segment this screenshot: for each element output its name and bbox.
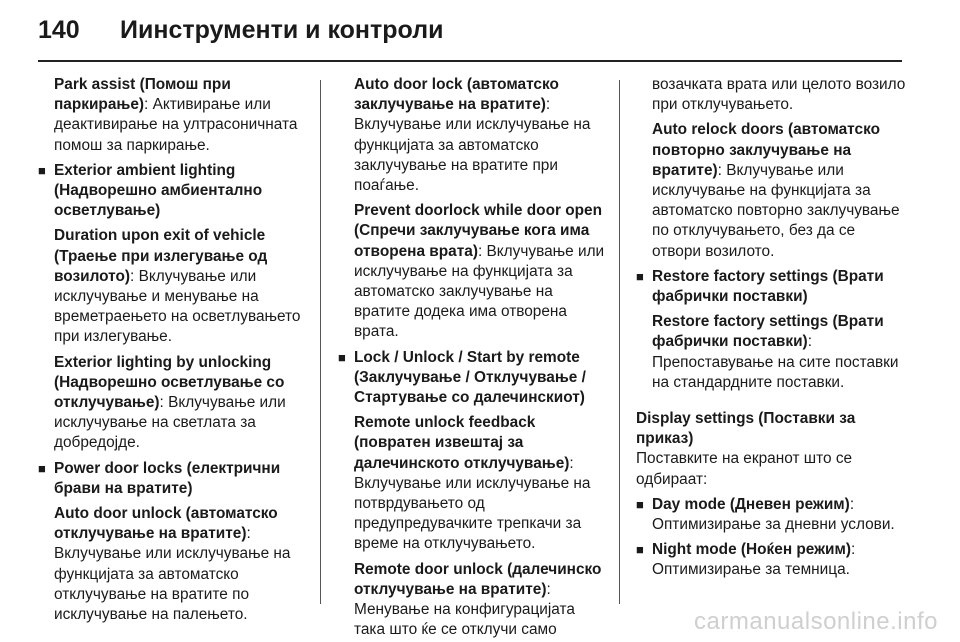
remote-unlock-text: : Менување на конфигурацијата така што ќе се отклучи само [354, 580, 575, 639]
restore-sub-text: : Препоставување на сите поставки на стандардните поставки. [652, 333, 899, 391]
night-mode-title: Night mode (Ноќен режим) [652, 541, 852, 559]
restore-sub-entry [652, 312, 906, 393]
duration-text: : Вклучување или исклучување и менување на времетраењето на осветлувањето при излегување. [54, 267, 301, 346]
prevent-doorlock-title: Prevent doorlock while door open (Спречи заклучување кога има отворена врата) [354, 202, 602, 260]
display-settings-heading: Display settings (Поставки за приказ) [636, 410, 856, 448]
page-header [38, 16, 443, 50]
bullet-icon: ■ [338, 349, 346, 365]
auto-relock-title: Auto relock doors (автоматско повторно заклучување на вратите) [652, 121, 880, 179]
auto-lock-entry [354, 75, 608, 196]
power-locks-bullet [38, 459, 306, 626]
remote-feedback-entry [354, 413, 608, 554]
bullet-icon: ■ [38, 460, 46, 476]
header-rule [38, 60, 902, 62]
remote-title: Lock / Unlock / Start by remote (Заклучување / Отклучување / Стартување со далечинскиот) [354, 348, 586, 407]
column-divider-1 [320, 80, 321, 604]
remote-unlock-entry [354, 560, 608, 641]
watermark: carmanualsonline.info [694, 608, 938, 635]
unlocking-title: Exterior lighting by unlocking (Надворешно осветлување со отклучување) [54, 353, 285, 412]
duration-title: Duration upon exit of vehicle (Траење при излегување од возилото) [54, 227, 268, 285]
auto-unlock-entry [54, 504, 306, 625]
bullet-icon: ■ [636, 542, 644, 558]
bullet-icon: ■ [636, 268, 644, 284]
day-mode-text: : Оптимизирање за дневни услови. [652, 495, 895, 534]
auto-relock-text: : Вклучување или исклучување на функцијата за автоматско повторно заклучување по отклучувањето, без да се отвори возилото. [652, 161, 900, 260]
bullet-icon: ■ [38, 162, 46, 178]
restore-title: Restore factory settings (Врати фабрички поставки) [652, 267, 884, 306]
park-assist-text: : Активирање или деактивирање на ултрасоничната помош за паркирање. [54, 96, 298, 154]
auto-relock-entry [652, 120, 906, 261]
ext-ambient-title: Exterior ambient lighting (Надворешно амбиентално осветлување) [54, 161, 263, 220]
prevent-doorlock-entry [354, 201, 608, 342]
night-mode-text: : Оптимизирање за темница. [652, 541, 856, 579]
day-mode-bullet [636, 495, 906, 535]
restore-bullet [636, 267, 906, 393]
continuation-text: возачката врата или целото возило при отклучувањето. [652, 76, 906, 114]
ext-ambient-bullet [38, 161, 306, 454]
column-divider-2 [619, 80, 620, 604]
remote-feedback-title: Remote unlock feedback (повратен извештај за далечинското отклучување) [354, 414, 570, 472]
bullet-icon: ■ [636, 496, 644, 512]
column-2 [338, 75, 608, 642]
remote-bullet [338, 348, 608, 641]
auto-lock-text: : Вклучување или исклучување на функцијата за автоматско заклучување на вратите при поаѓање. [354, 96, 591, 195]
unlocking-text: : Вклучување или исклучување на светлата за добредојде. [54, 394, 286, 452]
day-mode-title: Day mode (Дневен режим) [652, 495, 850, 513]
restore-sub-title: Restore factory settings (Врати фабрички поставки) [652, 313, 884, 351]
power-locks-title: Power door locks (електрични брави на вратите) [54, 459, 281, 497]
park-assist-title: Park assist (Помош при паркирање) [54, 76, 231, 114]
duration-entry [54, 226, 306, 347]
page-number: 140 [38, 16, 80, 44]
unlocking-entry [54, 353, 306, 454]
night-mode-bullet [636, 540, 906, 580]
display-settings-intro: Поставките на екранот што се одбираат: [636, 450, 853, 488]
auto-lock-title: Auto door lock (автоматско заклучување на вратите) [354, 76, 559, 114]
chapter-title: Иинструменти и контроли [120, 16, 444, 44]
park-assist-entry [54, 75, 306, 156]
remote-unlock-title: Remote door unlock (далечинско отклучување на вратите) [354, 560, 602, 598]
column-1 [38, 75, 306, 630]
auto-unlock-title: Auto door unlock (автоматско отклучување на вратите) [54, 505, 278, 543]
remote-feedback-text: : Вклучување или исклучување на потврдувањето од предупредувачките трепкачи за време на отклучувањето. [354, 454, 591, 553]
prevent-doorlock-text: : Вклучување или исклучување на функцијата за автоматско заклучување на вратите додека има отворена врата. [354, 242, 605, 341]
column-3 [636, 75, 906, 586]
auto-unlock-text: : Вклучување или исклучување на функцијата за автоматско отклучување на вратите по исклучување на палењето. [54, 525, 291, 624]
